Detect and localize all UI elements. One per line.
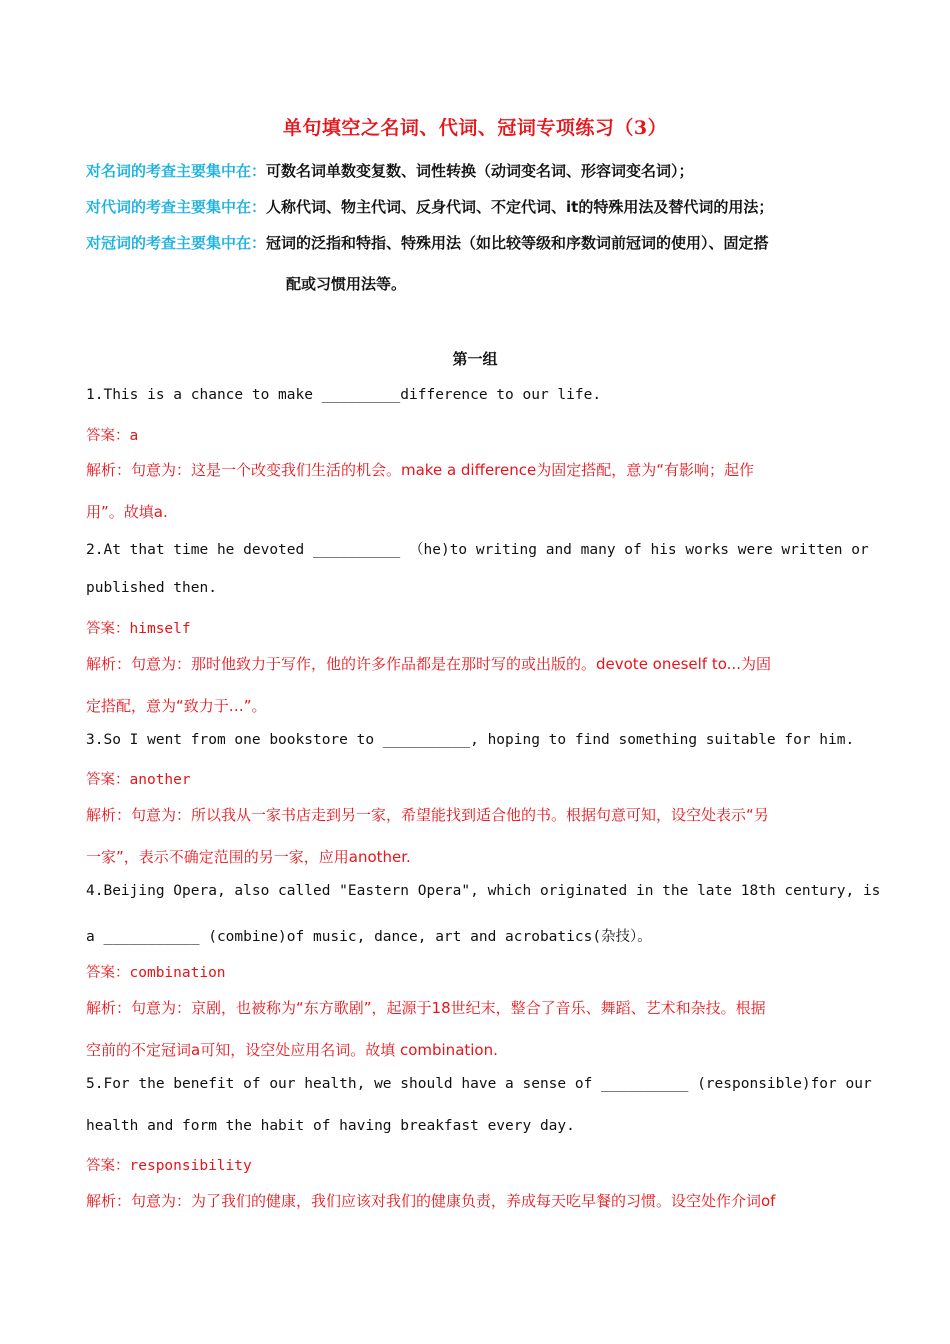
focus-label: 对冠词的考查主要集中在： [86,234,267,252]
focus-line-pronoun [86,196,773,217]
question-4-line-1: 4.Beijing Opera, also called "Eastern Opera", which originated in the late 18th century, is [86,883,881,899]
question-5-line-1: 5.For the benefit of our health, we should have a sense of __________ (responsible)for our [86,1076,872,1092]
question-1-line-1: 1.This is a chance to make _________difference to our life. [86,387,602,403]
focus-line-article [86,232,769,253]
explanation-4-line-1: 解析：句意为：京剧，也被称为“东方歌剧”，起源于18世纪末，整合了音乐、舞蹈、艺术和杂技。根据 [86,999,766,1017]
answer-label: 答案： [86,621,130,637]
explanation-3-line-2: 一家”，表示不确定范围的另一家，应用another. [86,848,411,866]
answer-label: 答案： [86,965,130,981]
explanation-2-line-1: 解析：句意为：那时他致力于写作，他的许多作品都是在那时写的或出版的。devote oneself to...为固 [86,655,771,673]
explanation-1-line-1: 解析：句意为：这是一个改变我们生活的机会。make a difference为固定搭配，意为“有影响；起作 [86,461,754,479]
answer-5 [86,1154,252,1175]
focus-text: 可数名词单数变复数、词性转换（动词变名词、形容词变名词）； [266,162,694,180]
focus-label: 对代词的考查主要集中在： [86,198,267,216]
answer-3 [86,768,191,789]
answer-value: responsibility [129,1158,252,1174]
explanation-2-line-2: 定搭配，意为“致力于…”。 [86,697,267,715]
answer-value: a [129,428,139,444]
answer-1 [86,424,138,445]
answer-value: another [129,772,191,788]
explanation-3-line-1: 解析：句意为：所以我从一家书店走到另一家，希望能找到适合他的书。根据句意可知，设空处表示“另 [86,806,769,824]
group-title: 第一组 [452,350,498,368]
page-title: 单句填空之名词、代词、冠词专项练习（3） [282,117,668,139]
answer-value: himself [129,621,191,637]
focus-text: 冠词的泛指和特指、特殊用法（如比较等级和序数词前冠词的使用）、固定搭 [266,234,769,252]
explanation-4-line-2: 空前的不定冠词a可知，设空处应用名词。故填 combination. [86,1041,498,1059]
question-4-line-2: a ___________ (combine)of music, dance, art and acrobatics(杂技）。 [86,929,652,945]
question-3-line-1: 3.So I went from one bookstore to __________, hoping to find something suitable for him. [86,732,855,748]
explanation-5-line-1: 解析：句意为：为了我们的健康，我们应该对我们的健康负责，养成每天吃早餐的习惯。设空处作介词of [86,1192,776,1210]
question-2-line-2: published then. [86,580,217,596]
answer-4 [86,961,226,982]
focus-text: 人称代词、物主代词、反身代词、不定代词、it的特殊用法及替代词的用法； [266,198,774,216]
question-2-line-1: 2.At that time he devoted __________ （he)to writing and many of his works were written or [86,542,869,558]
explanation-1-line-2: 用”。故填a. [86,503,168,521]
answer-label: 答案： [86,1158,130,1174]
focus-label: 对名词的考查主要集中在： [86,162,267,180]
focus-line-noun [86,160,694,181]
answer-label: 答案： [86,772,130,788]
answer-value: combination [129,965,226,981]
focus-continuation: 配或习惯用法等。 [286,275,407,293]
answer-label: 答案： [86,428,130,444]
question-5-line-2: health and form the habit of having breakfast every day. [86,1118,575,1134]
answer-2 [86,617,191,638]
